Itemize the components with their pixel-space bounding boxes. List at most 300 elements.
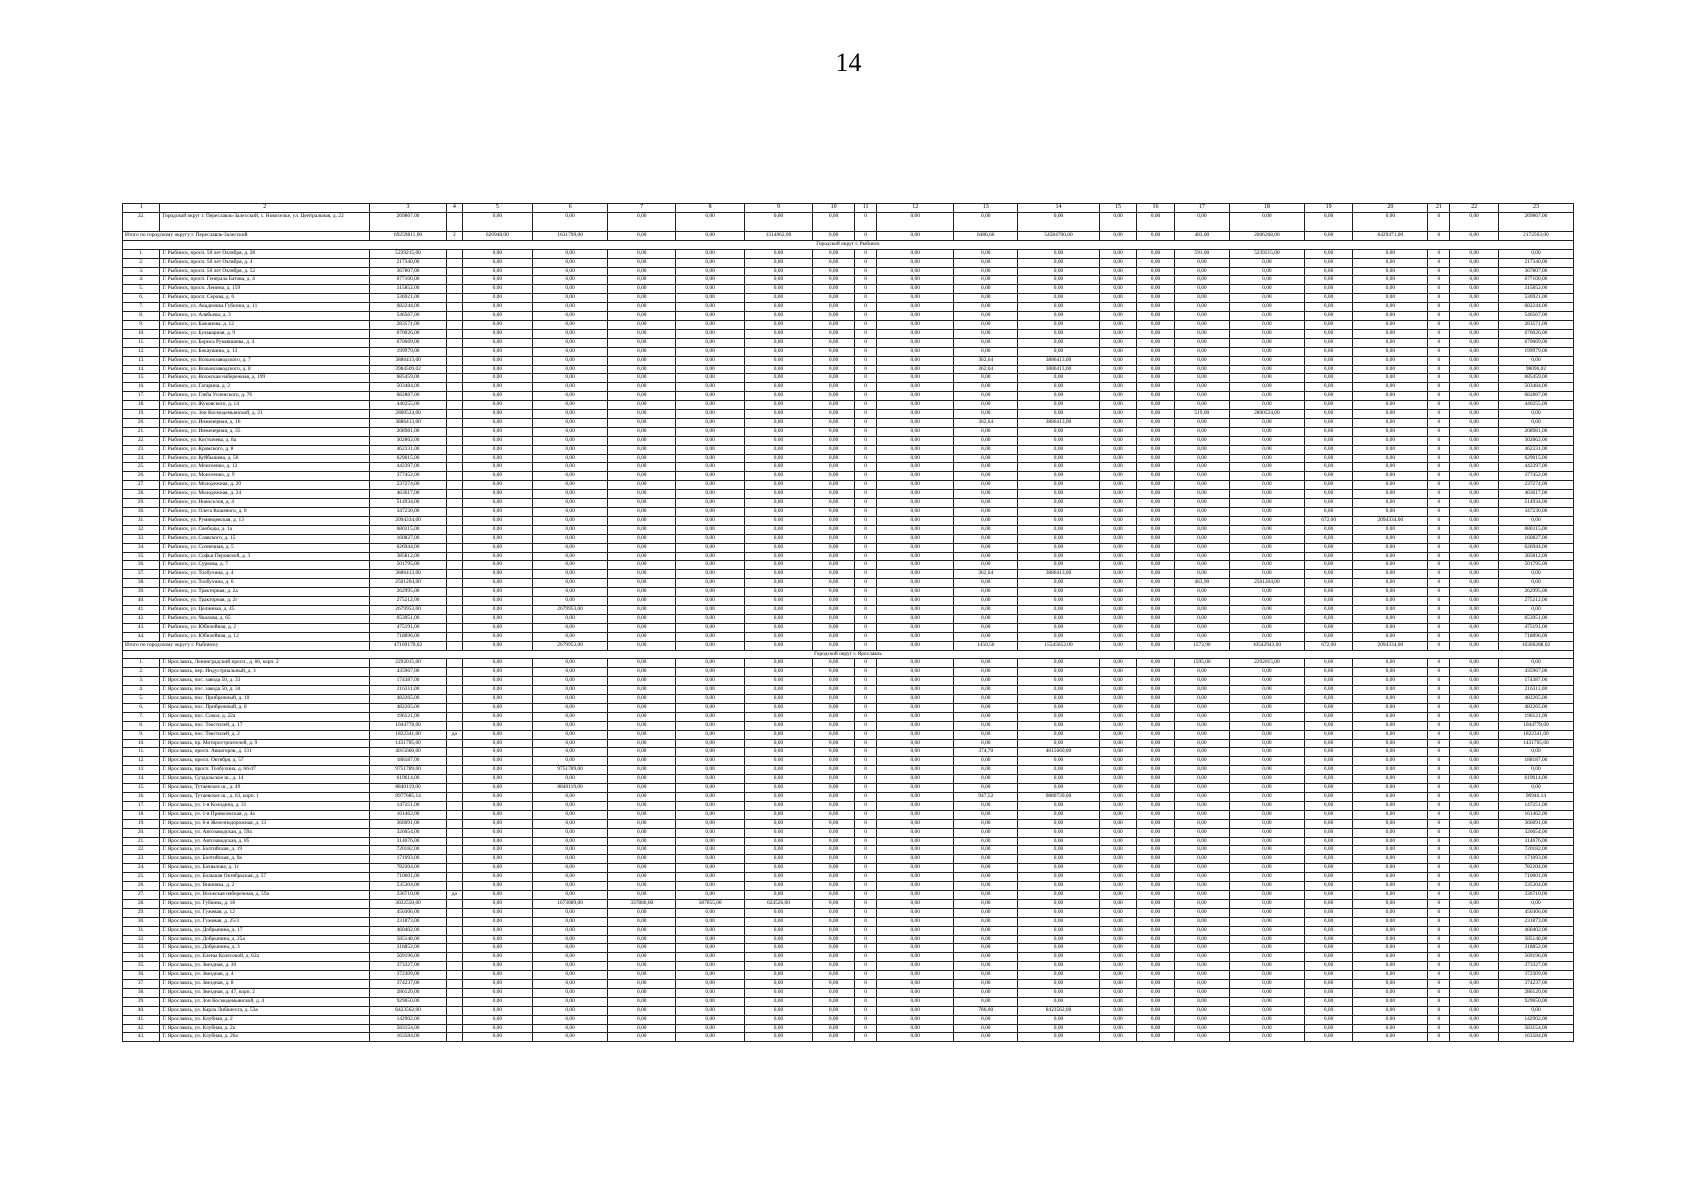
table-cell: 0,00 — [877, 775, 954, 784]
table-cell: 0,00 — [744, 356, 812, 365]
table-cell: 0,00 — [813, 427, 855, 436]
table-cell: 0,00 — [462, 899, 533, 908]
table-cell: 0,00 — [1174, 810, 1229, 819]
table-cell: 2172563,00 — [1498, 231, 1573, 240]
table-cell: 0,00 — [1229, 864, 1304, 873]
table-cell: 0,00 — [676, 320, 744, 329]
table-cell: 0,00 — [954, 303, 1018, 312]
table-cell: 0 — [855, 303, 877, 312]
table-cell: 0,00 — [1304, 303, 1353, 312]
table-cell: 0,00 — [533, 356, 608, 365]
table-cell: 0,00 — [676, 962, 744, 971]
table-cell: 0,00 — [1353, 659, 1428, 668]
table-cell: 0,00 — [1018, 686, 1100, 695]
table-cell: 0,00 — [676, 997, 744, 1006]
table-cell: 0,00 — [608, 695, 676, 704]
table-cell: 0,00 — [1174, 588, 1229, 597]
table-cell — [447, 418, 462, 427]
table-cell: 450306,00 — [369, 908, 446, 917]
table-cell: 0,00 — [1353, 935, 1428, 944]
table-row — [123, 810, 1574, 819]
table-cell — [447, 926, 462, 935]
table-cell: 0,00 — [1450, 801, 1499, 810]
table-cell — [447, 401, 462, 410]
table-cell: 0,00 — [533, 383, 608, 392]
table-cell: 0,00 — [877, 810, 954, 819]
table-cell: 0,00 — [676, 231, 744, 240]
table-cell: 0,00 — [608, 499, 676, 508]
table-cell: 0,00 — [1229, 347, 1304, 356]
table-cell: 0,00 — [1018, 730, 1100, 739]
table-cell: 0,00 — [676, 614, 744, 623]
table-cell: 0,00 — [462, 988, 533, 997]
table-row — [123, 329, 1574, 338]
table-cell: 0,00 — [1018, 472, 1100, 481]
table-cell: 0 — [855, 525, 877, 534]
table-row — [123, 837, 1574, 846]
table-cell: 0,00 — [1353, 917, 1428, 926]
table-cell: 0,00 — [1137, 623, 1174, 632]
table-cell: 0 — [1428, 935, 1450, 944]
table-cell: 0,00 — [1353, 267, 1428, 276]
table-cell: 0,00 — [1229, 490, 1304, 499]
table-cell: 9 — [744, 204, 812, 213]
table-cell: 0,00 — [676, 418, 744, 427]
table-cell: 47169170,02 — [369, 641, 446, 650]
table-cell: 216311,00 — [1498, 686, 1573, 695]
table-cell: 0,00 — [533, 329, 608, 338]
table-cell: 0,00 — [813, 597, 855, 606]
table-cell: 0,00 — [1353, 401, 1428, 410]
table-cell: Г. Рыбинск, ул. Жуковского, д. 14 — [160, 401, 369, 410]
table-cell: 0,00 — [1229, 828, 1304, 837]
table-cell: 682887,00 — [1498, 392, 1573, 401]
table-cell — [447, 472, 462, 481]
table-cell — [447, 534, 462, 543]
table-cell: 262995,00 — [1498, 588, 1573, 597]
table-cell: 0,00 — [1304, 508, 1353, 517]
table-cell: 0,00 — [1304, 757, 1353, 766]
table-cell: 0,00 — [813, 864, 855, 873]
table-cell: 0,00 — [1137, 748, 1174, 757]
table-cell: 0,00 — [462, 1033, 533, 1042]
table-cell: 0,00 — [1304, 258, 1353, 267]
table-cell: 0,00 — [462, 641, 533, 650]
table-cell: 0,00 — [744, 855, 812, 864]
table-cell: 283571,00 — [1498, 320, 1573, 329]
table-cell: 0,00 — [1018, 953, 1100, 962]
table-cell: 0 — [855, 1015, 877, 1024]
table-cell: 0,00 — [1353, 410, 1428, 419]
table-cell: 0 — [855, 561, 877, 570]
table-cell: 0,00 — [744, 944, 812, 953]
table-cell: 39. — [123, 997, 160, 1006]
table-cell: 6429471,00 — [1353, 231, 1428, 240]
table-cell: 0,00 — [462, 276, 533, 285]
table-cell: 0,00 — [1018, 285, 1100, 294]
table-cell: 0,00 — [1229, 908, 1304, 917]
table-cell: 0,00 — [1229, 418, 1304, 427]
table-cell: 362,64 — [954, 356, 1018, 365]
table-cell: 1450,56 — [954, 641, 1018, 650]
table-cell: 275212,00 — [369, 597, 446, 606]
table-cell: 0,00 — [1304, 212, 1353, 231]
table-row — [123, 516, 1574, 525]
table-cell: 0,00 — [1229, 285, 1304, 294]
table-cell: 0,00 — [1018, 659, 1100, 668]
table-cell: 0 — [1428, 356, 1450, 365]
table-cell: 0,00 — [813, 543, 855, 552]
table-cell: 17. — [123, 392, 160, 401]
table-cell: 0,00 — [533, 944, 608, 953]
table-cell: 0 — [1428, 543, 1450, 552]
table-cell: 0,00 — [533, 490, 608, 499]
table-cell: 0,00 — [877, 757, 954, 766]
table-row — [123, 988, 1574, 997]
table-cell: 0,00 — [676, 356, 744, 365]
table-cell: 0 — [1428, 597, 1450, 606]
table-cell: 0 — [855, 1024, 877, 1033]
table-cell: 0,00 — [676, 534, 744, 543]
table-cell: 0,00 — [1229, 605, 1304, 614]
table-cell: 20. — [123, 828, 160, 837]
table-cell: 0 — [1428, 312, 1450, 321]
table-cell: 0 — [1428, 748, 1450, 757]
table-cell: 0 — [1428, 988, 1450, 997]
table-cell: 0,00 — [1450, 926, 1499, 935]
table-cell: Г. Ярославль, пос. Прибрежный, д. 8 — [160, 703, 369, 712]
table-cell: 0,00 — [744, 508, 812, 517]
table-cell: 283571,00 — [369, 320, 446, 329]
table-cell — [447, 329, 462, 338]
table-cell: 23. — [123, 445, 160, 454]
table-cell: 0 — [1428, 499, 1450, 508]
table-cell: 0,00 — [1229, 463, 1304, 472]
table-cell: 0 — [1428, 703, 1450, 712]
table-cell — [447, 837, 462, 846]
table-row — [123, 212, 1574, 231]
table-cell: 0 — [855, 356, 877, 365]
table-cell: 0,00 — [1450, 819, 1499, 828]
table-cell: 0,00 — [1450, 516, 1499, 525]
table-cell: 0,00 — [1353, 356, 1428, 365]
table-cell: 0 — [855, 588, 877, 597]
table-cell: 385812,00 — [369, 552, 446, 561]
table-cell: 0 — [1428, 552, 1450, 561]
table-cell: 0,00 — [533, 427, 608, 436]
table-cell: 0,00 — [954, 739, 1018, 748]
table-cell: 0,00 — [676, 935, 744, 944]
table-cell — [447, 695, 462, 704]
table-cell: 0,00 — [676, 454, 744, 463]
table-cell: 0,00 — [608, 312, 676, 321]
table-cell: 685459,00 — [1498, 374, 1573, 383]
table-cell: 0 — [855, 962, 877, 971]
table-cell: 0,00 — [608, 383, 676, 392]
table-cell: 0,00 — [1498, 766, 1573, 775]
table-cell: 0,00 — [462, 864, 533, 873]
table-cell: 0,00 — [533, 819, 608, 828]
table-cell: 0 — [1428, 534, 1450, 543]
table-cell: 2292015,00 — [369, 659, 446, 668]
table-cell: 718896,00 — [369, 632, 446, 641]
table-cell: 0,00 — [533, 445, 608, 454]
table-cell: 0,00 — [608, 703, 676, 712]
table-cell: 0,00 — [1229, 926, 1304, 935]
table-cell: 0,00 — [676, 543, 744, 552]
table-row — [123, 561, 1574, 570]
table-cell: 0,00 — [1018, 703, 1100, 712]
table-cell: 29. — [123, 908, 160, 917]
table-cell: 0,00 — [813, 641, 855, 650]
table-cell: Г. Рыбинск, ул. Вольнозаводского, д. 8 — [160, 365, 369, 374]
table-cell: 0,00 — [1018, 926, 1100, 935]
table-cell: 0,00 — [1137, 899, 1174, 908]
table-cell: 367807,00 — [1498, 267, 1573, 276]
table-cell: 362,64 — [954, 418, 1018, 427]
table-row — [123, 285, 1574, 294]
table-row — [123, 677, 1574, 686]
table-cell: 0,00 — [954, 712, 1018, 721]
table-cell: 0,00 — [608, 890, 676, 899]
table-cell: 0,00 — [1353, 712, 1428, 721]
table-cell: 0,00 — [1304, 445, 1353, 454]
table-cell: Г. Ярославль, ул. Большая Октябрьская, д. 57 — [160, 873, 369, 882]
table-cell: 0,00 — [1099, 730, 1136, 739]
table-cell: 5239215,00 — [369, 249, 446, 258]
table-cell: 0,00 — [744, 882, 812, 891]
table-cell: 0,00 — [954, 659, 1018, 668]
table-cell: 0,00 — [533, 401, 608, 410]
table-cell: 0,00 — [954, 677, 1018, 686]
table-cell: 0,00 — [1229, 686, 1304, 695]
table-cell: 0,00 — [1137, 267, 1174, 276]
table-cell: 0,00 — [533, 623, 608, 632]
table-cell: 0,00 — [1353, 775, 1428, 784]
table-cell: 0,00 — [1174, 632, 1229, 641]
table-cell: 929650,00 — [1498, 997, 1573, 1006]
table-cell: 0 — [855, 703, 877, 712]
table-cell: 0,00 — [608, 668, 676, 677]
table-cell: 0,00 — [744, 810, 812, 819]
table-cell: 0,00 — [877, 873, 954, 882]
table-cell: 0,00 — [813, 516, 855, 525]
table-cell: 0 — [855, 383, 877, 392]
table-cell: 0,00 — [533, 570, 608, 579]
table-cell: 0,00 — [1099, 882, 1136, 891]
table-cell: 0,00 — [1099, 614, 1136, 623]
table-cell: 0,00 — [1099, 454, 1136, 463]
table-cell — [447, 525, 462, 534]
table-cell: 0,00 — [1174, 401, 1229, 410]
table-cell: 0,00 — [1018, 1015, 1100, 1024]
table-cell: 0,00 — [744, 481, 812, 490]
table-cell: 16 — [1137, 204, 1174, 213]
table-cell: 0,00 — [1018, 454, 1100, 463]
table-cell — [447, 383, 462, 392]
table-cell: 0,00 — [1450, 908, 1499, 917]
table-cell: 0 — [855, 980, 877, 989]
table-cell: 0,00 — [533, 677, 608, 686]
table-cell: 0 — [1428, 997, 1450, 1006]
table-row — [123, 338, 1574, 347]
table-cell: 0,00 — [877, 899, 954, 908]
table-cell: 0,00 — [1450, 855, 1499, 864]
table-cell: 0,00 — [1498, 516, 1573, 525]
table-cell: 5 — [462, 204, 533, 213]
table-cell: 2 — [447, 231, 462, 240]
table-cell: 0,00 — [1174, 597, 1229, 606]
table-cell: 15. — [123, 784, 160, 793]
table-cell: 21. — [123, 427, 160, 436]
table-cell — [447, 392, 462, 401]
table-cell: 0,00 — [533, 418, 608, 427]
table-cell: 0,00 — [813, 454, 855, 463]
table-cell: 0 — [1428, 249, 1450, 258]
table-cell: 0,00 — [744, 846, 812, 855]
table-cell: 569196,00 — [369, 953, 446, 962]
table-cell: 0 — [855, 917, 877, 926]
table-cell: 0 — [855, 499, 877, 508]
table-cell: 0,00 — [813, 623, 855, 632]
table-cell: 0,00 — [533, 1024, 608, 1033]
table-cell: 0,00 — [533, 775, 608, 784]
table-cell: 0,00 — [1229, 668, 1304, 677]
table-cell: 0,00 — [1304, 988, 1353, 997]
table-cell: 0,00 — [1353, 454, 1428, 463]
table-cell: 0,00 — [1304, 801, 1353, 810]
table-cell: 0,00 — [608, 1015, 676, 1024]
table-cell: 0,00 — [744, 1015, 812, 1024]
table-cell: 0,00 — [813, 249, 855, 258]
table-cell: Г. Ярославль, ул. Карла Либкнехта, д. 53а — [160, 1006, 369, 1015]
table-cell: 0,00 — [533, 410, 608, 419]
table-cell: 0,00 — [877, 712, 954, 721]
table-cell: 0,00 — [1099, 534, 1136, 543]
table-cell: 0,00 — [462, 472, 533, 481]
column-number-header — [123, 204, 1574, 213]
table-cell: 0,00 — [954, 837, 1018, 846]
table-cell: 0,00 — [813, 383, 855, 392]
table-cell: 0,00 — [954, 481, 1018, 490]
table-cell: 0,00 — [1137, 605, 1174, 614]
table-cell: 0,00 — [744, 890, 812, 899]
table-cell: 0,00 — [462, 605, 533, 614]
table-cell: 0,00 — [533, 436, 608, 445]
table-cell: 0,00 — [462, 686, 533, 695]
table-cell: 0,00 — [1450, 374, 1499, 383]
table-cell: Г. Рыбинск, ул. Солнечная, д. 5 — [160, 543, 369, 552]
table-cell: 0,00 — [608, 775, 676, 784]
table-cell: 0,00 — [744, 766, 812, 775]
table-cell: 0,00 — [1137, 445, 1174, 454]
table-cell: 0,00 — [813, 552, 855, 561]
table-cell: 0,00 — [1174, 623, 1229, 632]
table-cell: 4015660,00 — [1018, 748, 1100, 757]
table-cell: 0,00 — [1229, 766, 1304, 775]
table-cell: 0,00 — [1353, 1033, 1428, 1042]
table-cell: 0,00 — [1174, 267, 1229, 276]
table-cell: 0,00 — [1174, 890, 1229, 899]
table-cell: 0,00 — [954, 997, 1018, 1006]
table-cell: 0,00 — [954, 401, 1018, 410]
table-cell: 0,00 — [1229, 320, 1304, 329]
table-cell: 0,00 — [1498, 579, 1573, 588]
table-cell: 0,00 — [1174, 312, 1229, 321]
table-cell: 40. — [123, 1006, 160, 1015]
table-cell: 0,00 — [1018, 249, 1100, 258]
table-cell: 367807,00 — [369, 267, 446, 276]
table-cell: 7 — [608, 204, 676, 213]
table-cell: 0,00 — [1018, 303, 1100, 312]
table-cell — [447, 846, 462, 855]
table-cell: 0,00 — [1353, 757, 1428, 766]
table-row — [123, 356, 1574, 365]
table-cell: 0,00 — [954, 525, 1018, 534]
table-cell: 0,00 — [1174, 294, 1229, 303]
table-cell: 0 — [855, 597, 877, 606]
table-row — [123, 276, 1574, 285]
table-cell: 0,00 — [813, 784, 855, 793]
table-cell: 10542943,00 — [1229, 641, 1304, 650]
table-cell: 0,00 — [1304, 472, 1353, 481]
table-row — [123, 882, 1574, 891]
table-cell — [447, 312, 462, 321]
table-cell: 0,00 — [744, 463, 812, 472]
table-cell: 0,00 — [676, 481, 744, 490]
table-cell: 0,00 — [676, 436, 744, 445]
table-cell: 8 — [676, 204, 744, 213]
table-cell: 0,00 — [533, 703, 608, 712]
table-cell: 0,00 — [1137, 276, 1174, 285]
table-cell: 0,00 — [1174, 320, 1229, 329]
table-cell: 0,00 — [676, 739, 744, 748]
table-cell: 0,00 — [533, 588, 608, 597]
table-cell: 0,00 — [813, 570, 855, 579]
table-cell — [447, 552, 462, 561]
table-cell: 0,00 — [1174, 463, 1229, 472]
table-cell: 0,00 — [1137, 962, 1174, 971]
table-cell: 0,00 — [1099, 980, 1136, 989]
table-cell: 0,00 — [1229, 508, 1304, 517]
table-cell: 0,00 — [533, 632, 608, 641]
table-cell: 0,00 — [1174, 543, 1229, 552]
table-cell: 0,00 — [1450, 668, 1499, 677]
table-cell: 0,00 — [744, 436, 812, 445]
table-cell: 0,00 — [1229, 365, 1304, 374]
table-row — [123, 695, 1574, 704]
table-cell: 0,00 — [462, 793, 533, 802]
table-cell: 0,00 — [1137, 597, 1174, 606]
table-cell: 0,00 — [1229, 525, 1304, 534]
table-cell: 41. — [123, 605, 160, 614]
table-cell: 483,00 — [1174, 231, 1229, 240]
table-cell: 0,00 — [744, 329, 812, 338]
table-cell: 0,00 — [676, 623, 744, 632]
table-cell: 302862,00 — [369, 436, 446, 445]
table-cell: 0 — [1428, 303, 1450, 312]
table-cell: 0 — [1428, 561, 1450, 570]
table-cell: 0,00 — [1174, 926, 1229, 935]
table-cell: 17. — [123, 801, 160, 810]
table-cell: 0,00 — [954, 329, 1018, 338]
table-cell: 0,00 — [676, 499, 744, 508]
table-cell: 0,00 — [1229, 739, 1304, 748]
table-row — [123, 703, 1574, 712]
table-cell: 0,00 — [676, 347, 744, 356]
table-cell: 446255,00 — [1498, 401, 1573, 410]
table-cell: 0,00 — [676, 944, 744, 953]
